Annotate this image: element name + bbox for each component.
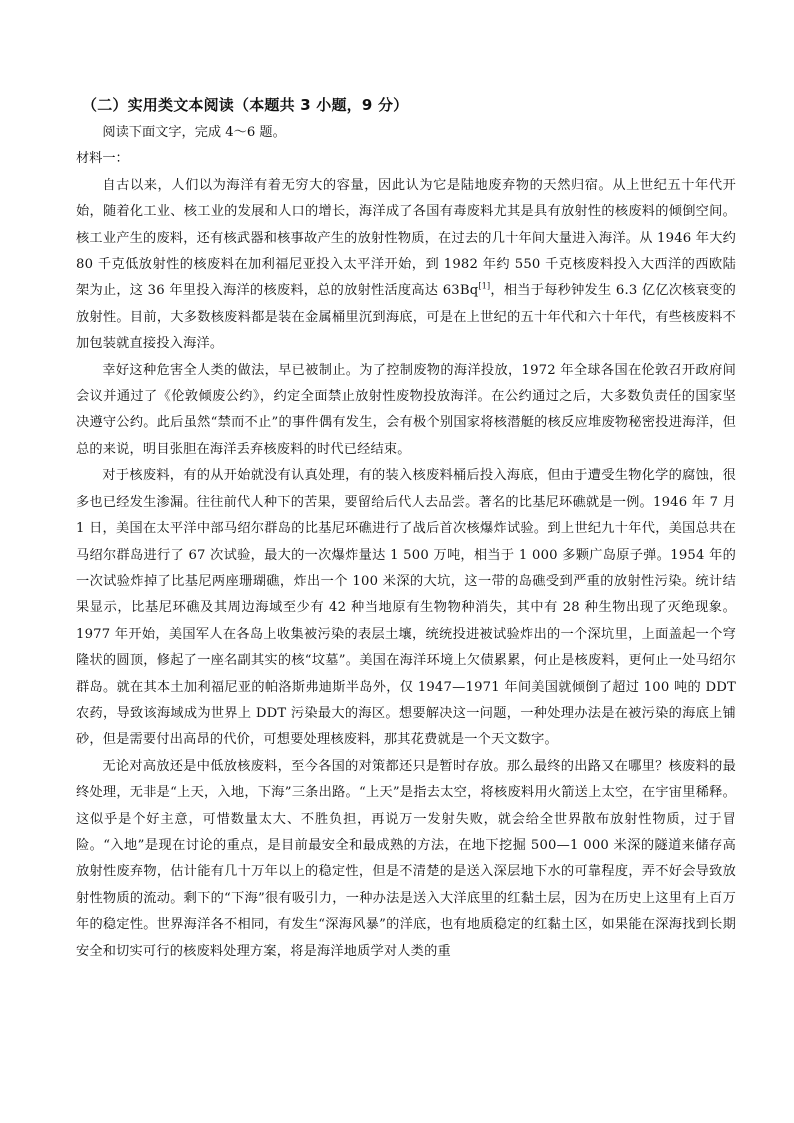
paragraph-4: 无论对高放还是中低放核废料，至今各国的对策都还只是暂时存放。那么最终的出路又在哪里？核废料的最终处理，无非是“上天，入地，下海”三条出路。“上天”是指去太空，将核废料用火箭送上太空，在宇宙里稀释。这似乎是个好主意，可惜数量太大、不胜负担，再说万一发射失败，就会给全世界散布放射性物质，过于冒险。“入地”是现在讨论的重点，是目前最安全和最成熟的方法，在地下挖掘 500—1 000 米深的隧道来储存高放射性废弃物，估计能有几十万年以上的稳定性，但是不清楚的是送入深层地下水的可靠程度，弄不好会导致放射性物质的流动。剩下的“下海”很有吸引力，一种办法是送入大洋底里的红黏土层，因为在历史上这里有上百万年的稳定性。世界海洋各不相同，有发生“深海风暴”的洋底，也有地质稳定的红黏土区，如果能在深海找到长期安全和切实可行的核废料处理方案，将是海洋地质学对人类的重 — [76, 758, 736, 959]
paragraph-2: 幸好这种危害全人类的做法，早已被制止。为了控制废物的海洋投放，1972 年全球各国在伦敦召开政府间会议并通过了《伦敦倾废公约》，约定全面禁止放射性废物投放海洋。在公约通过之后，大多数负责任的国家坚决遵守公约。此后虽然“禁而不止”的事件偶有发生，会有极个别国家将核潜艇的核反应堆废物秘密投进海洋，但总的来说，明目张胆在海洋丢弃核废料的时代已经结束。 — [76, 362, 736, 457]
reading-instruction: 阅读下面文字，完成 4～6 题。 — [102, 125, 286, 140]
document-page — [76, 90, 736, 965]
paragraph-1-text-b: ，相当于每秒钟发生 6.3 亿亿次核衰变的放射性。目前，大多数核废料都是装在金属桶里沉到海底，可是在上世纪的五十年代和六十年代，有些核废料不加包装就直接投入海洋。 — [76, 283, 736, 352]
section-heading: （二）实用类文本阅读（本题共 3 小题，9 分） — [82, 96, 409, 114]
paragraph-1-text-a: 自古以来，人们以为海洋有着无穷大的容量，因此认为它是陆地废弃物的天然归宿。从上世纪五十年代开始，随着化工业、核工业的发展和人口的增长，海洋成了各国有毒废料尤其是具有放射性的核废料的倾倒空间。核工业产生的废料，还有核武器和核事故产生的放射性物质，在过去的几十年间大量进入海洋。从 1946 年大约 80 千克低放射性的核废料在加利福尼亚投入太平洋开始，到 1982 年约 550 千克核废料投入大西洋的西欧陆架为止，这 36 年里投入海洋的核废料，总的放射性活度高达 63Bq — [76, 177, 736, 299]
paragraph-3: 对于核废料，有的从开始就没有认真处理，有的装入核废料桶后投入海底，但由于遭受生物化学的腐蚀，很多也已经发生渗漏。往往前代人种下的苦果，要留给后代人去品尝。著名的比基尼环礁就是一例。1946 年 7 月 1 日，美国在太平洋中部马绍尔群岛的比基尼环礁进行了战后首次核爆炸试验。到上世纪九十年代，美国总共在马绍尔群岛进行了 67 次试验，最大的一次爆炸量达 1 500 万吨，相当于 1 000 多颗广岛原子弹。1954 年的一次试验炸掉了比基尼两座珊瑚礁，炸出一个 100 米深的大坑，这一带的岛礁受到严重的放射性污染。统计结果显示，比基尼环礁及其周边海域至少有 42 种当地原有生物物种消失，其中有 28 种生物出现了灭绝现象。1977 年开始，美国军人在各岛上收集被污染的表层土壤，统统投进被试验炸出的一个深坑里，上面盖起一个穹隆状的圆顶，修起了一座名副其实的核“坟墓”。美国在海洋环境上欠债累累，何止是核废料，更何止一处马绍尔群岛。就在其本土加利福尼亚的帕洛斯弗迪斯半岛外，仅 1947—1971 年间美国就倾倒了超过 100 吨的 DDT 农药，导致该海域成为世界上 DDT 污染最大的海区。想要解决这一问题，一种处理办法是在被污染的海底上铺砂，但是需要付出高昂的代价，可想要处理核废料，那其花费就是一个天文数字。 — [76, 468, 736, 748]
footnote-marker: [1] — [478, 282, 491, 292]
paragraph-1 — [76, 173, 736, 358]
material-label: 材料一： — [76, 151, 129, 167]
